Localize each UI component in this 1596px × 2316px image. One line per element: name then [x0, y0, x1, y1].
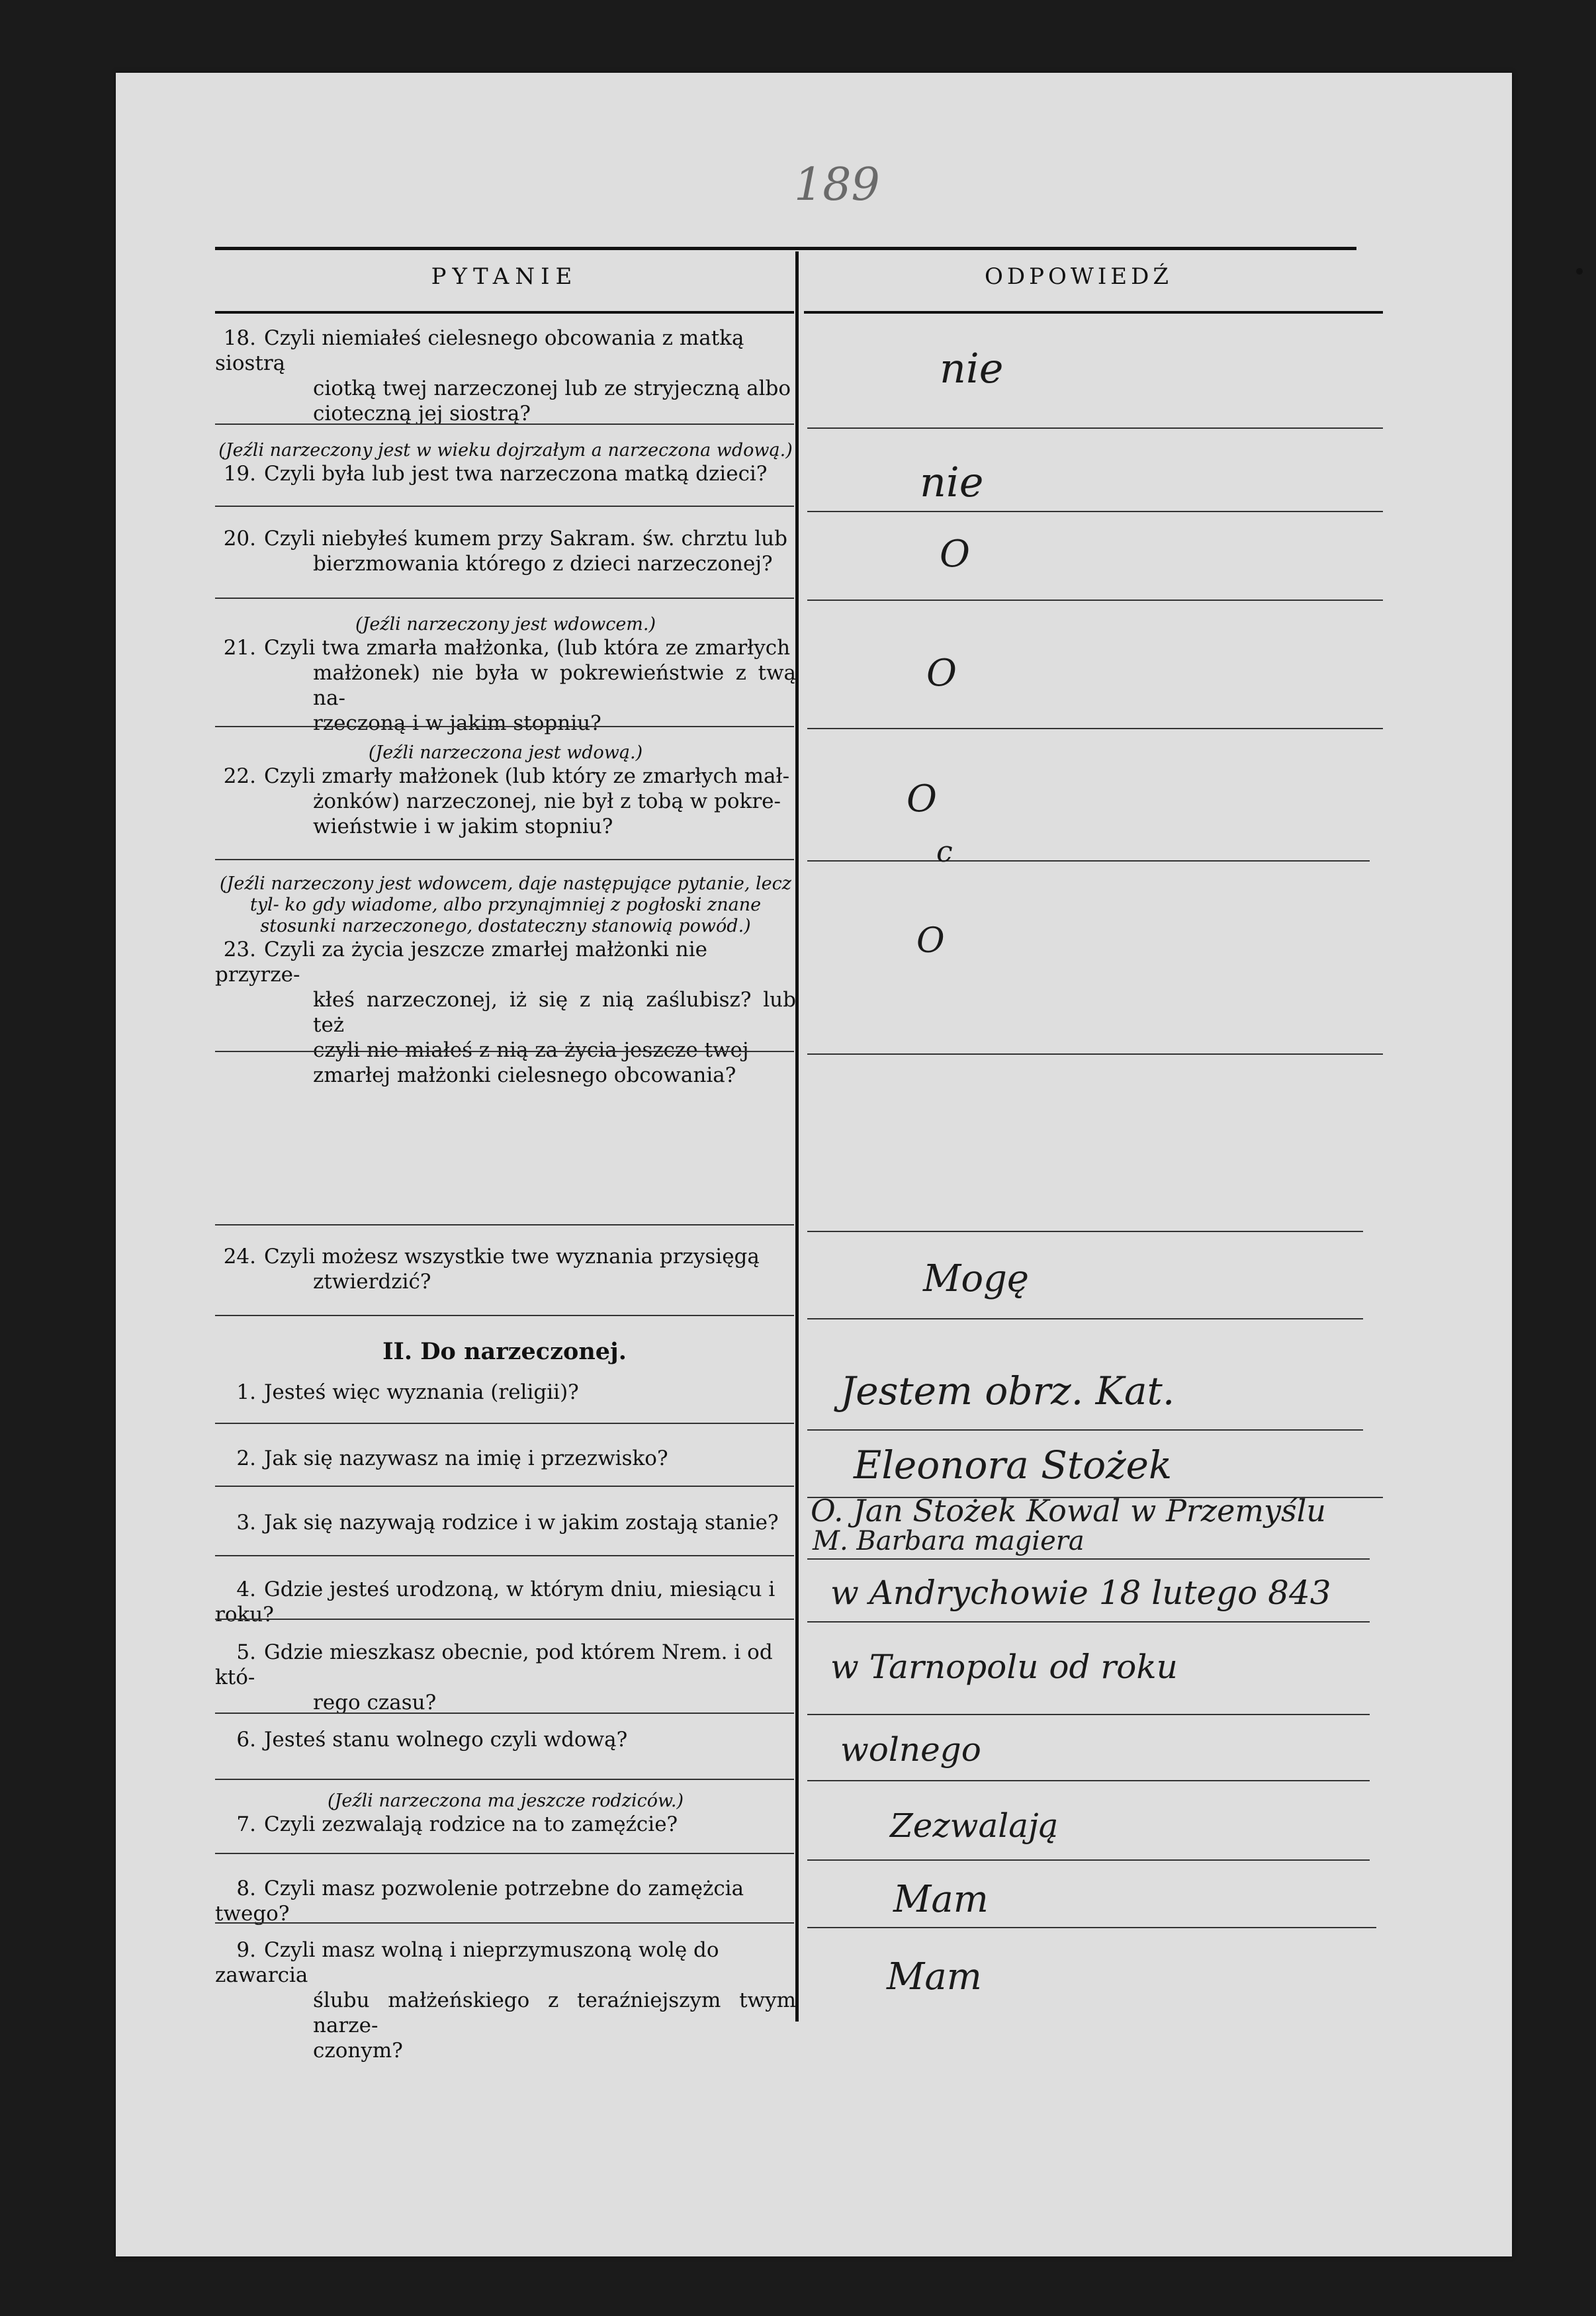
bride-question-7: [215, 1791, 796, 1837]
question-text-line: żonków) narzeczonej, nie był z tobą w pokre-: [313, 789, 781, 813]
bride-question-6: [215, 1727, 796, 1752]
question-number: 20.: [223, 527, 256, 551]
header-rule-answer: [804, 311, 1383, 314]
header-rule-question: [215, 311, 794, 314]
page-number: 189: [794, 159, 880, 211]
answer-23: O: [916, 921, 945, 961]
question-number: 4.: [236, 1578, 256, 1601]
answer-bride-5: w Tarnopolu od roku: [830, 1648, 1178, 1686]
question-text-first: Czyli masz wolną i nieprzymuszoną wolę do zawarcia: [215, 1938, 719, 1987]
question-text-line: kłeś narzeczonej, iż się z nią zaślubisz? lub też: [313, 988, 796, 1037]
question-note: (Jeźli narzeczony jest wdowcem, daje następujące pytanie, lecz tyl- ko gdy wiadome, albo przynajmniej z pogłoski znane stosunki narzeczonego, dostateczny stanowią powód.): [219, 873, 792, 936]
question-note: (Jeźli narzeczona jest wdową.): [368, 742, 643, 763]
question-text-first: Czyli była lub jest twa narzeczona matką dzieci?: [264, 462, 768, 486]
question-text-line: ciotką twej narzeczonej lub ze stryjeczną albo: [313, 377, 791, 400]
bride-question-9: [215, 1937, 796, 2063]
question-text-line: ślubu małżeńskiego z teraźniejszym twym narze-: [313, 1988, 796, 2037]
answer-rule: [807, 1558, 1370, 1560]
answer-rule: [807, 1621, 1370, 1623]
question-text-line: rego czasu?: [313, 1691, 437, 1715]
column-divider: [795, 251, 799, 2022]
question-text-line: ztwierdzić?: [313, 1270, 431, 1294]
question-text-line: zmarłej małżonki cielesnego obcowania?: [313, 1063, 736, 1087]
question-number: 6.: [236, 1728, 256, 1752]
question-text-first: Gdzie jesteś urodzoną, w którym dniu, miesiącu i roku?: [215, 1578, 776, 1626]
question-22: [215, 742, 796, 839]
question-text-line: rzeczoną i w jakim stopniu?: [313, 711, 601, 735]
row-rule: [215, 1713, 794, 1714]
question-text-first: Czyli zezwalają rodzice na to zamęźcie?: [264, 1812, 678, 1836]
answer-bride-2: Eleonora Stożek: [854, 1443, 1173, 1488]
answer-bride-7: Zezwalają: [890, 1806, 1059, 1845]
row-rule: [215, 598, 794, 599]
question-number: 2.: [236, 1447, 256, 1470]
answer-rule: [807, 1318, 1363, 1319]
question-text-first: Jak się nazywasz na imię i przezwisko?: [264, 1447, 668, 1470]
question-number: 8.: [236, 1877, 256, 1900]
question-note: (Jeźli narzeczona ma jeszcze rodziców.): [327, 1791, 684, 1811]
question-text-first: Czyli za życia jeszcze zmarłej małżonki nie przyrze-: [215, 938, 708, 987]
row-rule: [215, 1619, 794, 1620]
row-rule: [215, 1423, 794, 1424]
row-rule: [215, 1853, 794, 1854]
answer-bride-8: Mam: [893, 1878, 989, 1921]
row-rule: [215, 726, 794, 727]
question-number: 9.: [236, 1938, 256, 1962]
question-text-first: Czyli możesz wszystkie twe wyznania przysięgą: [264, 1245, 760, 1269]
question-note: (Jeźli narzeczony jest wdowcem.): [355, 614, 656, 635]
question-19: [215, 440, 796, 486]
row-rule: [215, 1779, 794, 1780]
question-number: 24.: [223, 1245, 256, 1269]
question-text-first: Czyli niebyłeś kumem przy Sakram. św. chrztu lub: [264, 527, 787, 551]
question-number: 3.: [236, 1511, 256, 1535]
question-text-first: Czyli zmarły małżonek (lub który ze zmarłych mał-: [264, 764, 790, 788]
answer-22-mark: c: [936, 835, 953, 869]
edge-dot: [1576, 268, 1583, 275]
answer-rule: [807, 1429, 1363, 1431]
answer-21: O: [926, 652, 957, 695]
bride-question-5: [215, 1640, 796, 1715]
question-text-line: cioteczną jej siostrą?: [313, 402, 531, 425]
answer-rule: [807, 1927, 1376, 1928]
question-text-first: Jesteś więc wyznania (religii)?: [264, 1380, 579, 1404]
row-rule: [215, 1315, 794, 1316]
question-text-first: Gdzie mieszkasz obecnie, pod którem Nrem. i od któ-: [215, 1640, 773, 1689]
bride-question-3: [215, 1510, 796, 1535]
question-text-first: Czyli niemiałeś cielesnego obcowania z matką siostrą: [215, 326, 744, 375]
bride-question-1: [215, 1380, 796, 1405]
question-18: [215, 326, 796, 426]
question-number: 22.: [223, 764, 256, 788]
question-20: [215, 526, 796, 576]
answer-22: O: [907, 778, 937, 821]
question-text-first: Jesteś stanu wolnego czyli wdową?: [264, 1728, 628, 1752]
answer-bride-4: w Andrychowie 18 lutego 843: [830, 1574, 1331, 1612]
answer-rule: [807, 1780, 1370, 1781]
question-number: 18.: [223, 326, 256, 350]
row-rule: [215, 423, 794, 425]
answer-rule: [807, 728, 1383, 729]
question-24: [215, 1244, 796, 1294]
answer-column-header: ODPOWIEDŹ: [985, 263, 1173, 290]
row-rule: [215, 1224, 794, 1225]
question-number: 21.: [223, 636, 256, 660]
question-number: 7.: [236, 1812, 256, 1836]
answer-rule: [807, 511, 1383, 512]
section-title: II. Do narzeczonej.: [382, 1338, 627, 1365]
question-text-line: czyli nie miałeś z nią za życia jeszcze twej: [313, 1038, 749, 1062]
question-column-header: PYTANIE: [431, 263, 578, 290]
answer-bride-3b: M. Barbara magiera: [813, 1526, 1085, 1556]
bride-question-8: [215, 1876, 796, 1926]
question-number: 5.: [236, 1640, 256, 1664]
question-text-line: bierzmowania którego z dzieci narzeczonej?: [313, 552, 773, 576]
answer-rule: [807, 600, 1383, 601]
answer-20: O: [940, 533, 970, 576]
answer-rule: [807, 1859, 1370, 1861]
question-23: [215, 873, 796, 1088]
answer-19: nie: [920, 458, 984, 506]
answer-bride-3a: O. Jan Stożek Kowal w Przemyślu: [811, 1493, 1326, 1529]
answer-rule: [807, 427, 1383, 429]
row-rule: [215, 1486, 794, 1487]
answer-rule: [807, 1231, 1363, 1232]
bride-question-2: [215, 1446, 796, 1471]
question-text-first: Jak się nazywają rodzice i w jakim zostają stanie?: [264, 1511, 779, 1535]
question-note: (Jeźli narzeczony jest w wieku dojrzałym a narzeczona wdową.): [218, 440, 793, 461]
answer-bride-6: wolnego: [840, 1730, 981, 1769]
answer-24: Mogę: [923, 1257, 1030, 1300]
row-rule: [215, 1555, 794, 1556]
question-number: 23.: [223, 938, 256, 961]
answer-18: nie: [940, 344, 1004, 392]
row-rule: [215, 859, 794, 860]
answer-bride-9: Mam: [887, 1955, 982, 1998]
answer-rule: [807, 1053, 1383, 1055]
question-number: 19.: [223, 462, 256, 486]
question-21: [215, 614, 796, 736]
answer-bride-1: Jestem obrz. Kat.: [840, 1368, 1175, 1413]
answer-rule: [807, 860, 1370, 862]
row-rule: [215, 506, 794, 507]
answer-rule: [807, 1714, 1370, 1715]
question-text-line: wieństwie i w jakim stopniu?: [313, 815, 613, 838]
row-rule: [215, 1922, 794, 1924]
row-rule: [215, 1051, 794, 1052]
question-number: 1.: [236, 1380, 256, 1404]
question-text-first: Czyli twa zmarła małżonka, (lub która ze zmarłych: [264, 636, 791, 660]
question-text-line: małżonek) nie była w pokrewieństwie z twą na-: [313, 661, 796, 710]
question-text-line: czonym?: [313, 2039, 403, 2063]
header-top-rule: [215, 247, 1356, 250]
question-text-first: Czyli masz pozwolenie potrzebne do zamężcia twego?: [215, 1877, 744, 1926]
